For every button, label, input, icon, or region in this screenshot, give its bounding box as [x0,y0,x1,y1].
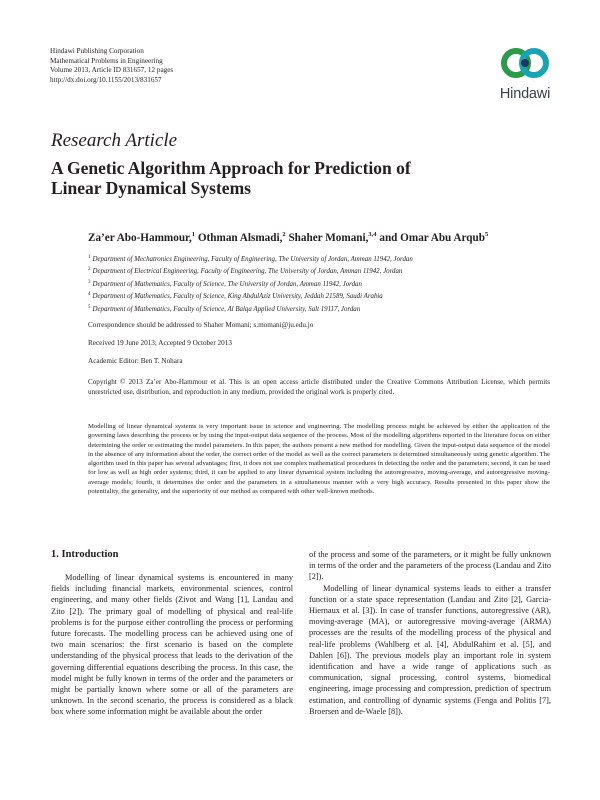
right-column [309,549,551,717]
section-heading: 1. Introduction [51,549,119,560]
title-line-1: A Genetic Algorithm Approach for Prediction of [51,158,411,178]
article-title [51,158,511,198]
affiliation-mark: 4 [88,292,91,298]
affiliation-list [88,253,413,315]
intro-paragraph-2: Modelling of linear dynamical systems leads to either a transfer function or a state space representation (Landau and Zito [2], Garcia-Hiernaux et al. [3]). In case of transfer functions, autoregressive (AR), moving-average (MA), or autoregressive moving-average (ARMA) processes are the results of the modelling process of the physical and real-life problems (Wahlberg et al. [4], AbdulRahim et al. [5], and Dahlen [6]). The previous models play an important role in system identification and have a wide range of applications such as communication, signal processing, control systems, biomedical engineering, image processing and compression, prediction of spectrum estimation, and controlling of dynamic systems (Fenga and Politis [7], Broersen and de-Waele [8]). [309,583,551,716]
affiliation-text: Department of Mechatronics Engineering, Faculty of Engineering, The University of Jordan, Amman 11942, Jordan [92,256,413,263]
article-type: Research Article [51,130,178,151]
volume-info: Volume 2013, Article ID 831657, 12 pages [50,66,174,75]
hindawi-logo-icon [492,42,558,86]
intro-paragraph-1: Modelling of linear dynamical systems is encountered in many fields including financial markets, environmental sciences, control engineering, and many other fields (Zivot and Wang [1], Landau and Zito [2]). The primary goal of modelling of physical and real-life problems is for the purpose either controlling the process or performing future forecasts. The modelling process can be achieved using one of two main scenarios: the first scenario is based on the complete understanding of the physical process that leads to the derivation of the governing differential equations describing the process. In this case, the model might be fully known in terms of the order and the parameters or might be partially known where some or all of the parameters are unknown. In the second scenario, the process is considered as a black box where some information might be available about the order [51,573,293,717]
affiliation [88,278,413,290]
author-list [88,231,488,244]
affiliation-mark: 5 [88,304,91,310]
affiliation-mark: 2 [88,267,91,273]
author-name: Za’er Abo-Hammour, [88,232,192,244]
affiliation [88,253,413,265]
academic-editor: Academic Editor: Ben T. Nohara [88,357,183,365]
hindawi-logo [492,42,558,106]
publisher: Hindawi Publishing Corporation [50,47,144,55]
affiliation-text: Department of Mathematics, Faculty of Science, Al Balqa Applied University, Salt 19117, Jordan [92,305,361,313]
journal-header [50,47,173,85]
journal-name: Mathematical Problems in Engineering [50,56,163,65]
affiliation [88,290,413,302]
affiliation-text: Department of Mathematics, Faculty of Science, King AbdulAziz University, Jeddah 21589, Saudi Arabia [92,293,383,301]
correspondence: Correspondence should be addressed to Shaher Momani; s.momani@ju.edu.jo [88,321,314,329]
left-column [51,572,293,718]
author-affiliation-mark: 5 [484,231,489,238]
affiliation-mark: 3 [88,279,91,285]
doi-link[interactable]: http://dx.doi.org/10.1155/2013/831657 [50,75,162,84]
author-name: Shaher Momani, [288,232,369,244]
received-accepted-dates: Received 19 June 2013; Accepted 9 October 2013 [88,339,232,347]
title-line-2: Linear Dynamical Systems [51,178,251,198]
affiliation-text: Department of Mathematics, Faculty of Science, The University of Jordan, Amman 11942, Jordan [92,280,362,288]
affiliation-mark: 1 [88,255,91,260]
affiliation [88,265,413,277]
hindawi-wordmark: Hindawi [499,86,551,102]
copyright-notice: Copyright © 2013 Za’er Abo-Hammour et al. This is an open access article distributed under the Creative Commons Attribution License, which permits unrestricted use, distribution, and reproduction in any medium, provided the original work is properly cited. [88,378,550,396]
author-name: Othman Alsmadi, [197,232,283,244]
author-affiliation-mark: 2 [282,231,286,238]
author-affiliation-mark: 3,4 [368,231,377,238]
affiliation [88,303,413,315]
affiliation-text: Department of Electrical Engineering, Faculty of Engineering, The University of Jordan, Amman 11942, Jordan [92,268,403,276]
intro-paragraph-continued: of the process and some of the parameters, or it might be fully unknown in terms of the order and the parameters of the process (Landau and Zito [2]). [309,550,551,582]
author-name: and Omar Abu Arqub [379,232,485,244]
abstract: Modelling of linear dynamical systems is very important issue in science and engineering. The modelling process might be achieved by either the application of the governing laws describing the process or by using the input-output data sequence of the process. Most of the modelling algorithms reported in the literature focus on either determining the order or estimating the model parameters. In this paper, the authors present a new method for modelling. Given the input-output data sequence of the model in the absence of any information about the order, the correct order of the model as well as the correct parameters is determined simultaneously using genetic algorithm. The algorithm used in this paper has several advantages; first, it does not use complex mathematical procedures in detecting the order and the parameters; second, it can be used for low as well as high order systems; third, it can be applied to any linear dynamical system including the autoregressive, moving-average, and autoregressive moving-average models; fourth, it determines the order and the parameters in a simultaneous manner with a very high accuracy. Results presented in this paper show the potentiality, the generality, and the superiority of our method as compared with other well-known methods. [88,423,550,496]
author-affiliation-mark: 1 [191,231,196,238]
